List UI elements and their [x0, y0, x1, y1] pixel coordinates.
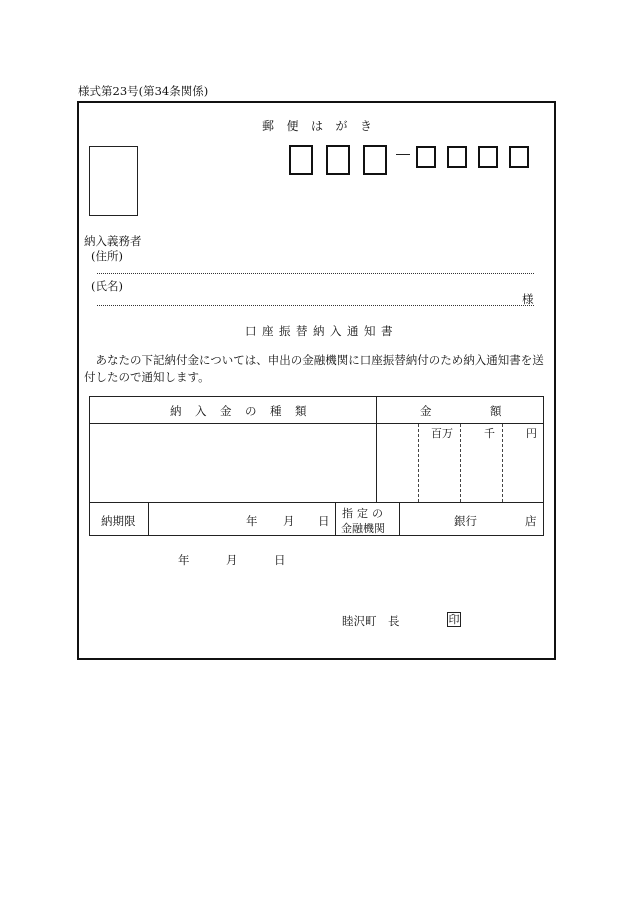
notice-text: あなたの下記納付金については、申出の金融機関に口座振替納付のため納入通知書を送付したので通知します。	[84, 353, 544, 384]
amount-header-kin: 金	[420, 404, 432, 418]
name-label: (氏名)	[91, 279, 123, 293]
postal-code-box-3	[363, 145, 387, 175]
postal-code-separator	[396, 154, 410, 155]
issue-year-unit: 年	[178, 553, 190, 567]
postal-code-box-6	[478, 146, 498, 168]
address-label: (住所)	[91, 249, 123, 263]
honorific: 様	[522, 292, 534, 306]
payment-type-header: 納入金の種類	[170, 404, 320, 418]
issue-day-unit: 日	[274, 553, 286, 567]
issuer-name: 睦沢町 長	[342, 614, 400, 628]
form-number-header: 様式第23号(第34条関係)	[78, 84, 209, 98]
branch-label: 店	[525, 514, 537, 528]
name-line	[97, 305, 534, 306]
postal-code-box-1	[289, 145, 313, 175]
amount-header-gaku: 額	[490, 404, 502, 418]
stamp-box	[89, 146, 138, 216]
postal-code-box-4	[416, 146, 436, 168]
unit-millions: 百万	[431, 427, 453, 440]
bank-label: 銀行	[454, 514, 477, 528]
seal-stamp: 印	[448, 613, 460, 626]
unit-thousands: 千	[484, 427, 495, 440]
payer-label: 納入義務者	[84, 234, 142, 248]
address-line	[97, 273, 534, 274]
postal-code-box-7	[509, 146, 529, 168]
deadline-year-unit: 年	[246, 514, 258, 528]
postal-code-box-2	[326, 145, 350, 175]
deadline-label: 納期限	[101, 514, 136, 528]
deadline-month-unit: 月	[283, 514, 295, 528]
deadline-day-unit: 日	[318, 514, 330, 528]
document-title: 口座振替納入通知書	[245, 324, 398, 338]
issue-month-unit: 月	[226, 553, 238, 567]
postal-code-box-5	[447, 146, 467, 168]
designated-label-line2: 金融機関	[341, 522, 385, 535]
unit-yen: 円	[526, 427, 537, 440]
postcard-label: 郵便はがき	[262, 119, 385, 133]
designated-label-line1: 指定の	[342, 507, 387, 520]
